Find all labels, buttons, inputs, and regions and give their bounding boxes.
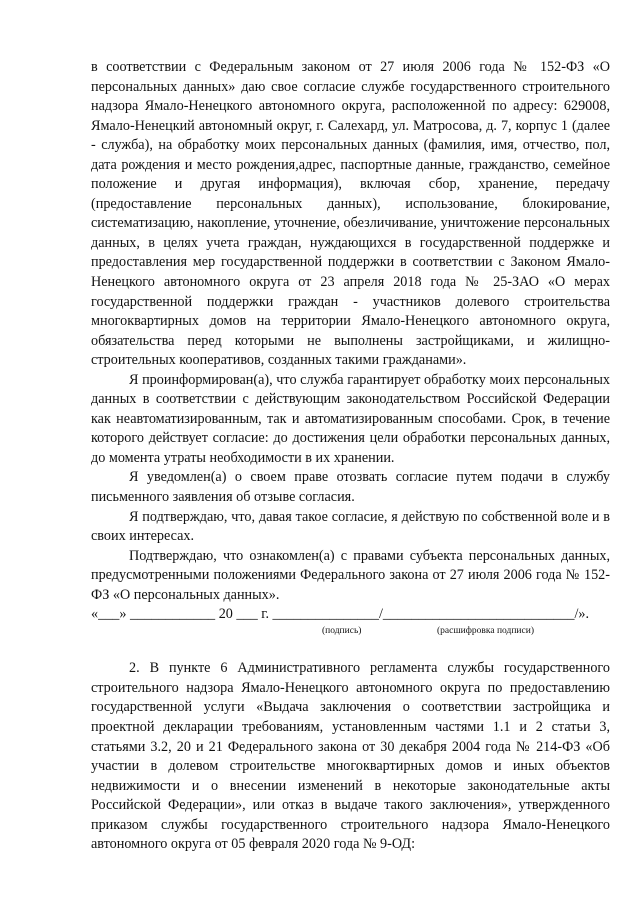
item-2-paragraph: 2. В пункте 6 Административного регламента службы государственного строительного надзора Ямало-Ненецкого автономного округа по предоставлению государственной услуги «Выдача заключения о соответствии застройщика и проектной декларации требованиям, установленным частями 1.1 и 2 статьи 3, статьями 3.2, 20 и 21 Федерального закона от 30 декабря 2004 года № 214-ФЗ «Об участии в долевом строительстве многоквартирных домов и иных объектов недвижимости и о внесении изменений в некоторые законодательные акты Российской Федерации», или отказ в выдаче такого заключения», утвержденного приказом службы государственного строительного надзора Ямало-Ненецкого автономного округа от 05 февраля 2020 года № 9-ОД: bbox=[91, 660, 610, 853]
consent-paragraph: в соответствии с Федеральным законом от 27 июля 2006 года № 152-ФЗ «О персональных данных» даю свое согласие службе государственного строительного надзора Ямало-Ненецкого автономного округа, расположенной по адресу: 629008, Ямало-Ненецкий автономный округ, г. Салехард, ул. Матросова, д. 7, корпус 1 (далее - служба), на обработку моих персональных данных (фамилия, имя, отчество, пол, дата рождения и место рождения,адрес, паспортные данные, гражданство, семейное положение и другая информация), включая сбор, хранение, передачу (предоставление персональных данных), использование, блокирование, систематизацию, накопление, уточнение, обезличивание, уничтожение персональных данных, в целях учета граждан, нуждающихся в государственной поддержке и предоставления мер государственной поддержки в соответствии с Законом Ямало-Ненецкого автономного округа от 23 апреля 2018 года № 25-ЗАО «О мерах государственной поддержки граждан - участников долевого строительства многоквартирных домов на территории Ямало-Ненецкого автономного округа, обязательства перед которыми не выполнены застройщиками, и жилищно-строительных кооперативов, созданных такими гражданами». bbox=[91, 59, 610, 369]
confirm-paragraph: Я подтверждаю, что, давая такое согласие, я действую по собственной воле и в своих интересах. bbox=[91, 508, 610, 545]
signature-captions bbox=[91, 624, 610, 644]
acquainted-paragraph: Подтверждаю, что ознакомлен(а) с правами субъекта персональных данных, предусмотренными положениями Федерального закона от 27 июля 2006 года № 152-ФЗ «О персональных данных». bbox=[91, 547, 610, 603]
signature-decoding-caption: (расшифровка подписи) bbox=[437, 626, 534, 637]
signature-caption: (подпись) bbox=[322, 626, 362, 637]
informed-paragraph: Я проинформирован(а), что служба гарантирует обработку моих персональных данных в соответствии с действующим законодательством Российской Федерации как неавтоматизированным, так и автоматизированным способами. Срок, в течение которого действует согласие: до достижения цели обработки персональных данных, до момента утраты необходимости в их хранении. bbox=[91, 371, 610, 466]
signature-line: «___» ____________ 20 ___ г. _______________/___________________________/». bbox=[91, 606, 590, 623]
withdraw-paragraph: Я уведомлен(а) о своем праве отозвать согласие путем подачи в службу письменного заявления об отзыве согласия. bbox=[91, 469, 610, 506]
spacer bbox=[91, 644, 610, 659]
